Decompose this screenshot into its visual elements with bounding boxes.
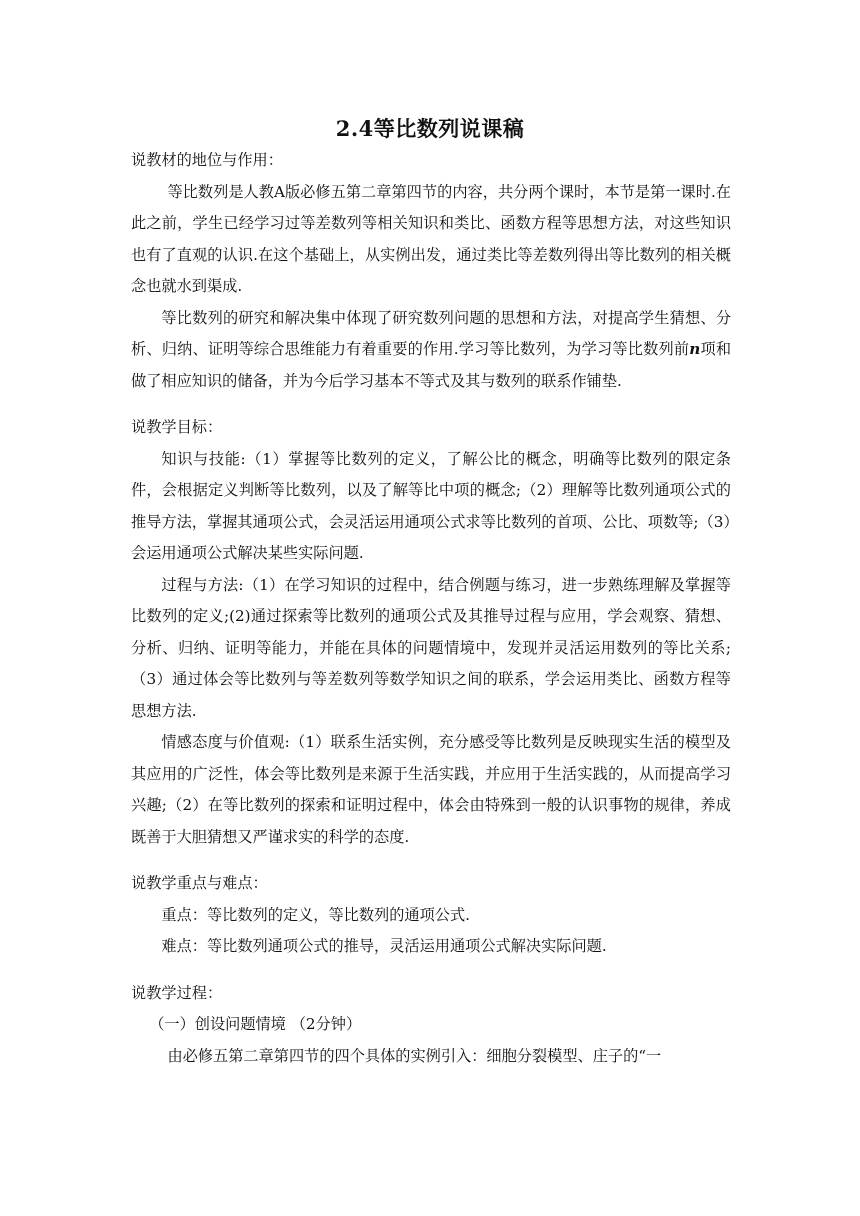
paragraph-textbook-position: 等比数列是人教A版必修五第二章第四节的内容，共分两个课时，本节是第一课时.在此之前，学生已经学习过等差数列等相关知识和类比、函数方程等思想方法，对这些知识也有了直观的认识.在这个基础上，从实例出发，通过类比等差数列得出等比数列的相关概念也就水到渠成.	[131, 182, 731, 295]
paragraph-difficult-point: 难点：等比数列通项公式的推导，灵活运用通项公式解决实际问题.	[161, 937, 607, 955]
paragraph-emotion-values: 情感态度与价值观:（1）联系生活实例，充分感受等比数列是反映现实生活的模型及其应用的广泛性，体会等比数列是来源于生活实践，并应用于生活实践的，从而提高学习兴趣;（2）在等比数列的探索和证明过程中，体会由特殊到一般的认识事物的规律，养成既善于大胆猜想又严谨求实的科学的态度.	[131, 733, 731, 846]
variable-n: n	[689, 340, 701, 358]
section-heading-teaching-process: 说教学过程：	[131, 983, 223, 1002]
section-heading-teaching-goals: 说教学目标：	[131, 418, 223, 436]
document-body	[131, 145, 731, 1072]
subheading-problem-situation: （一）创设问题情境 （2分钟）	[149, 1015, 362, 1033]
paragraph-research-text-after: 项和做了相应知识的储备，并为今后学习基本不等式及其与数列的联系作铺垫.	[131, 340, 732, 390]
paragraph-research-text-before: 等比数列的研究和解决集中体现了研究数列问题的思想和方法，对提高学生猜想、分析、归纳、证明等综合思维能力有着重要的作用.学习等比数列，为学习等比数列前	[131, 308, 731, 358]
document-title: 2.4等比数列说课稿	[335, 116, 525, 141]
paragraph-key-point: 重点：等比数列的定义，等比数列的通项公式.	[161, 905, 470, 924]
paragraph-examples-intro: 由必修五第二章第四节的四个具体的实例引入：细胞分裂模型、庄子的“一	[167, 1046, 662, 1065]
paragraph-knowledge-skills: 知识与技能:（1）掌握等比数列的定义，了解公比的概念，明确等比数列的限定条件，会根据定义判断等比数列，以及了解等比中项的概念;（2）理解等比数列通项公式的推导方法，掌握其通项公式，会灵活运用通项公式求等比数列的首项、公比、项数等;（3）会运用通项公式解决某些实际问题.	[131, 449, 731, 562]
section-heading-textbook-role: 说教材的地位与作用：	[131, 151, 283, 169]
section-heading-key-points: 说教学重点与难点：	[131, 874, 268, 892]
paragraph-research-significance	[131, 303, 731, 398]
paragraph-process-methods: 过程与方法:（1）在学习知识的过程中，结合例题与练习，进一步熟练理解及掌握等比数列的定义;(2)通过探索等比数列的通项公式及其推导过程与应用，学会观察、猜想、分析、归纳、证明等能力，并能在具体的问题情境中，发现并灵活运用数列的等比关系;（3）通过体会等比数列与等差数列等数学知识之间的联系，学会运用类比、函数方程等思想方法.	[131, 575, 731, 720]
